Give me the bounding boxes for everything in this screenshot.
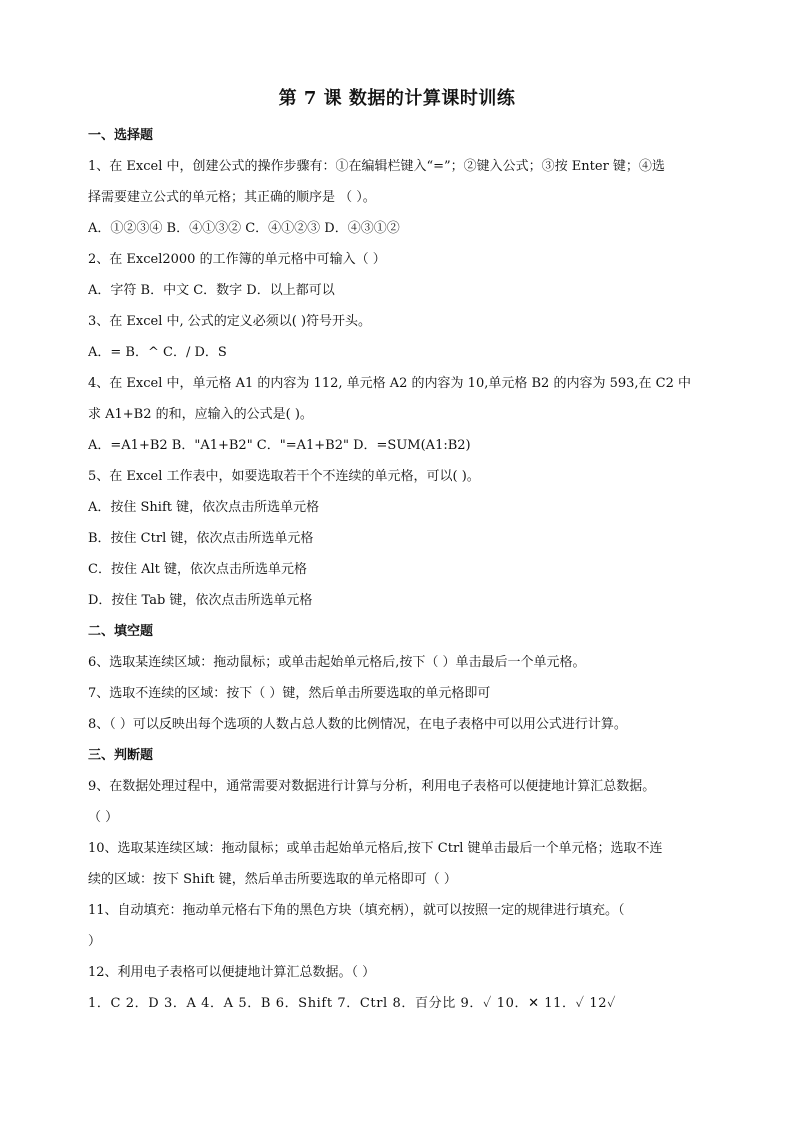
question-5-option-a: A．按住 Shift 键，依次点击所选单元格 [88,500,320,515]
question-1-line-1: 1、在 Excel 中，创建公式的操作步骤有：①在编辑栏键入“=”；②键入公式；③按 Enter 键；④选 [88,159,665,174]
question-9-line-2: （ ） [88,810,119,825]
page-title: 第 7 课 数据的计算课时训练 [278,88,516,109]
question-11-line-2: ） [88,934,102,949]
question-5-option-b: B．按住 Ctrl 键，依次点击所选单元格 [88,531,314,546]
question-10-line-2: 续的区域：按下 Shift 键，然后单击所要选取的单元格即可（ ） [88,872,457,887]
section-heading-choice: 一、选择题 [88,128,154,143]
question-4-options: A．=A1+B2 B．"A1+B2" C．"=A1+B2" D．=SUM(A1:B2) [88,438,471,453]
question-11-line-1: 11、自动填充：拖动单元格右下角的黑色方块（填充柄），就可以按照一定的规律进行填充。（ [88,903,625,918]
question-2-options: A．字符 B．中文 C．数字 D．以上都可以 [88,283,335,298]
document-body [88,120,708,1019]
question-8: 8、（ ）可以反映出每个选项的人数占总人数的比例情况，在电子表格中可以用公式进行计算。 [88,717,627,732]
question-5: 5、在 Excel 工作表中，如要选取若干个不连续的单元格，可以( )。 [88,469,480,484]
question-10-line-1: 10、选取某连续区域：拖动鼠标；或单击起始单元格后,按下 Ctrl 键单击最后一个单元格；选取不连 [88,841,663,856]
question-12: 12、利用电子表格可以便捷地计算汇总数据。（ ） [88,965,376,980]
question-7: 7、选取不连续的区域：按下（ ）键，然后单击所要选取的单元格即可 [88,686,491,701]
question-1-line-2: 择需要建立公式的单元格；其正确的顺序是 （ ）。 [88,190,376,205]
question-2: 2、在 Excel2000 的工作簿的单元格中可输入（ ） [88,252,386,267]
question-5-option-c: C．按住 Alt 键，依次点击所选单元格 [88,562,307,577]
question-3-options: A．= B．^ C．/ D．S [88,345,227,360]
question-4-line-2: 求 A1+B2 的和，应输入的公式是( )。 [88,407,313,422]
question-9-line-1: 9、在数据处理过程中，通常需要对数据进行计算与分析，利用电子表格可以便捷地计算汇总数据。 [88,779,656,794]
question-5-option-d: D．按住 Tab 键，依次点击所选单元格 [88,593,313,608]
section-heading-fill: 二、填空题 [88,624,154,639]
question-6: 6、选取某连续区域：拖动鼠标；或单击起始单元格后,按下（ ）单击最后一个单元格。 [88,655,586,670]
question-1-options: A．①②③④ B．④①③② C．④①②③ D．④③①② [88,221,400,236]
section-heading-judge: 三、判断题 [88,748,154,763]
question-4-line-1: 4、在 Excel 中，单元格 A1 的内容为 112, 单元格 A2 的内容为 10,单元格 B2 的内容为 593,在 C2 中 [88,376,692,391]
answer-key: 1．C 2．D 3．A 4．A 5．B 6．Shift 7．Ctrl 8．百分比 9．✓ 10．✕ 11．✓ 12✓ [88,996,617,1011]
question-3: 3、在 Excel 中, 公式的定义必须以( )符号开头。 [88,314,372,329]
